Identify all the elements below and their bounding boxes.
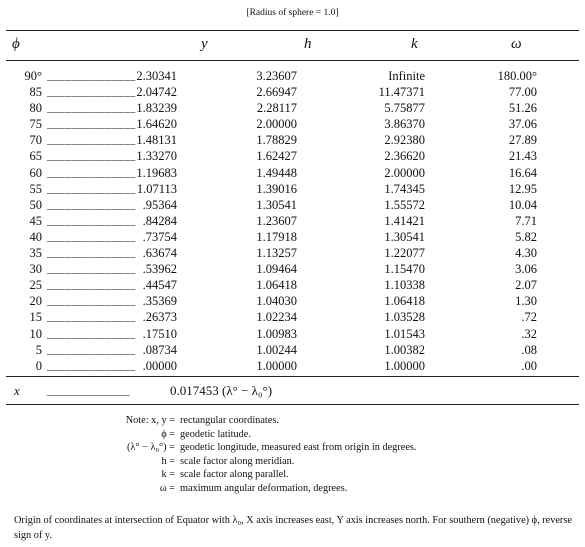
cell-omega: 1.30 (515, 294, 537, 309)
cell-y: 2.30341 (136, 69, 177, 83)
cell-y: .35369 (142, 294, 177, 309)
cell-phi: 0 (35, 358, 42, 373)
cell-y: .44547 (142, 278, 177, 293)
cell-phi: 5 (35, 342, 42, 357)
cell-omega: .00 (521, 358, 537, 373)
cell-dash: _______________ (47, 166, 136, 179)
note-line (0, 441, 585, 455)
note-desc: rectangular coordinates. (180, 415, 279, 426)
cell-h: 2.66947 (256, 85, 297, 100)
table-row (0, 342, 585, 358)
cell-phi: 85 (29, 85, 42, 100)
cell-h: 1.49448 (256, 165, 297, 180)
cell-h: 1.06418 (256, 278, 297, 293)
cell-dash: _______________ (47, 295, 136, 308)
cell-dash: _______________ (47, 327, 136, 340)
note-line (0, 468, 585, 482)
note-term: ϕ = (161, 428, 175, 440)
cell-k: 11.47371 (378, 85, 425, 100)
cell-omega: 77.00 (508, 85, 537, 100)
cell-h: 1.00244 (256, 342, 297, 357)
cell-phi: 60 (29, 165, 42, 180)
table-caption: [Radius of sphere = 1.0] (246, 8, 339, 18)
cell-omega: 180.00° (497, 69, 537, 83)
cell-omega: 27.89 (508, 133, 537, 148)
cell-h: 1.30541 (256, 197, 297, 212)
cell-k: 1.30541 (384, 229, 425, 244)
cell-h: 3.23607 (256, 69, 297, 83)
table-row (0, 261, 585, 277)
cell-y: 1.83239 (136, 101, 177, 116)
cell-dash: _______________ (47, 311, 136, 324)
cell-k: 2.36620 (384, 149, 425, 164)
cell-omega: 51.26 (508, 101, 537, 116)
cell-omega: 5.82 (515, 229, 537, 244)
cell-phi: 55 (29, 181, 42, 196)
cell-k: 1.15470 (384, 262, 425, 277)
cell-k: 1.41421 (384, 213, 425, 228)
cell-y: .63674 (142, 246, 177, 261)
table-row (0, 165, 585, 181)
cell-omega: 7.71 (515, 213, 537, 228)
cell-h: 1.04030 (256, 294, 297, 309)
cell-k: 1.00000 (384, 358, 425, 373)
cell-y: .26373 (142, 310, 177, 325)
table-row (0, 181, 585, 197)
cell-phi: 20 (29, 294, 42, 309)
cell-y: .17510 (142, 326, 177, 341)
cell-dash: _______________ (47, 134, 136, 147)
cell-phi: 10 (29, 326, 42, 341)
cell-k: 1.06418 (384, 294, 425, 309)
cell-dash: _______________ (47, 214, 136, 227)
cell-k: Infinite (388, 69, 425, 83)
cell-omega: .72 (521, 310, 537, 325)
table-body (0, 68, 585, 374)
table-row (0, 213, 585, 229)
note-desc: geodetic longitude, measured east from origin in degrees. (180, 442, 417, 454)
header-y: y (201, 36, 208, 52)
cell-dash: _______________ (47, 343, 136, 356)
note-term: ω = (159, 482, 175, 494)
cell-omega: .32 (521, 326, 537, 341)
cell-phi: 65 (29, 149, 42, 164)
cell-phi: 70 (29, 133, 42, 148)
cell-phi: 25 (29, 278, 42, 293)
cell-dash: _______________ (47, 86, 136, 99)
cell-omega: 10.04 (508, 197, 537, 212)
cell-phi: 35 (29, 246, 42, 261)
cell-h: 2.28117 (256, 101, 297, 116)
cell-k: 1.00382 (384, 342, 425, 357)
cell-k: 1.03528 (384, 310, 425, 325)
cell-h: 1.00983 (256, 326, 297, 341)
table-row (0, 245, 585, 261)
cell-phi: 75 (29, 117, 42, 132)
cell-phi: 90° (24, 69, 42, 83)
table-row (0, 358, 585, 374)
x-label: x (14, 383, 20, 398)
cell-dash: _______________ (47, 359, 136, 372)
bottom-rule (6, 404, 579, 405)
cell-dash: _______________ (47, 182, 136, 195)
cell-omega: 16.64 (508, 165, 537, 180)
table-row (0, 100, 585, 116)
note-term: h = (161, 455, 175, 467)
note-term: Note: x, y = (125, 415, 175, 426)
cell-h: 1.09464 (256, 262, 297, 277)
table-row (0, 229, 585, 245)
cell-h: 1.62427 (256, 149, 297, 164)
header-omega: ω (511, 36, 522, 52)
cell-phi: 80 (29, 101, 42, 116)
header-phi: ϕ (12, 36, 20, 52)
note-line (0, 455, 585, 469)
cell-h: 1.17918 (256, 229, 297, 244)
header-h: h (304, 36, 312, 52)
cell-y: 1.48131 (136, 133, 177, 148)
note-desc: geodetic latitude. (180, 428, 251, 440)
header-rule (6, 60, 579, 61)
notes (0, 414, 585, 496)
cell-phi: 30 (29, 262, 42, 277)
cell-y: 2.04742 (136, 85, 177, 100)
cell-dash: _______________ (47, 263, 136, 276)
cell-dash: _______________ (47, 230, 136, 243)
cell-k: 3.86370 (384, 117, 425, 132)
cell-h: 1.78829 (256, 133, 297, 148)
note-line (0, 414, 585, 428)
cell-dash: _______________ (47, 198, 136, 211)
cell-k: 5.75877 (384, 101, 425, 116)
table-row (0, 68, 585, 84)
cell-phi: 15 (29, 310, 42, 325)
cell-k: 1.10338 (384, 278, 425, 293)
cell-k: 1.22077 (384, 246, 425, 261)
cell-y: .00000 (142, 358, 177, 373)
cell-omega: 4.30 (515, 246, 537, 261)
cell-dash: _______________ (47, 279, 136, 292)
cell-y: 1.19683 (136, 165, 177, 180)
cell-omega: 3.06 (515, 262, 537, 277)
cell-k: 1.01543 (384, 326, 425, 341)
cell-phi: 50 (29, 197, 42, 212)
header-k: k (411, 36, 418, 52)
cell-y: .53962 (142, 262, 177, 277)
table-row (0, 326, 585, 342)
note-line (0, 482, 585, 496)
note-term: k = (161, 469, 175, 481)
cell-h: 1.13257 (256, 246, 297, 261)
cell-omega: 21.43 (508, 149, 537, 164)
cell-dash: _______________ (47, 102, 136, 115)
table-row (0, 277, 585, 293)
cell-y: 1.33270 (136, 149, 177, 164)
cell-h: 1.23607 (256, 213, 297, 228)
note-term: (λ° − λ₀°) = (126, 442, 175, 454)
top-rule (6, 30, 579, 31)
cell-h: 1.00000 (256, 358, 297, 373)
cell-omega: 2.07 (515, 278, 537, 293)
note-desc: scale factor along parallel. (180, 469, 289, 481)
cell-y: .08734 (142, 342, 177, 357)
table-row (0, 148, 585, 164)
cell-dash: _______________ (47, 247, 136, 260)
cell-k: 1.55572 (384, 197, 425, 212)
cell-dash: _______________ (47, 118, 136, 131)
cell-h: 2.00000 (256, 117, 297, 132)
x-formula: 0.017453 (λ° − λ₀°) (170, 383, 273, 398)
cell-y: .84284 (142, 213, 177, 228)
cell-y: 1.64620 (136, 117, 177, 132)
x-row (0, 382, 585, 400)
cell-omega: 12.95 (508, 181, 537, 196)
cell-omega: .08 (521, 342, 537, 357)
table-row (0, 84, 585, 100)
table-row (0, 116, 585, 132)
cell-y: 1.07113 (136, 181, 177, 196)
note-desc: scale factor along meridian. (180, 455, 295, 467)
cell-dash: _______________ (47, 150, 136, 163)
cell-k: 2.92380 (384, 133, 425, 148)
note-line (0, 428, 585, 442)
table-row (0, 309, 585, 325)
cell-h: 1.39016 (256, 181, 297, 196)
cell-y: .73754 (142, 229, 177, 244)
cell-k: 2.00000 (384, 165, 425, 180)
cell-y: .95364 (142, 197, 177, 212)
x-dash: _______________ (47, 385, 130, 397)
body-rule (6, 376, 579, 377)
table-row (0, 197, 585, 213)
origin-note: Origin of coordinates at intersection of Equator with λ₀, X axis increases east, Y axis increases north. For southern (negative) ϕ, reverse sign of y. (14, 515, 572, 541)
table-row (0, 132, 585, 148)
cell-phi: 40 (29, 229, 42, 244)
note-desc: maximum angular deformation, degrees. (180, 482, 348, 494)
cell-phi: 45 (29, 213, 42, 228)
table-row (0, 293, 585, 309)
cell-h: 1.02234 (256, 310, 297, 325)
cell-k: 1.74345 (384, 181, 425, 196)
cell-dash: _______________ (47, 70, 136, 82)
cell-omega: 37.06 (508, 117, 537, 132)
